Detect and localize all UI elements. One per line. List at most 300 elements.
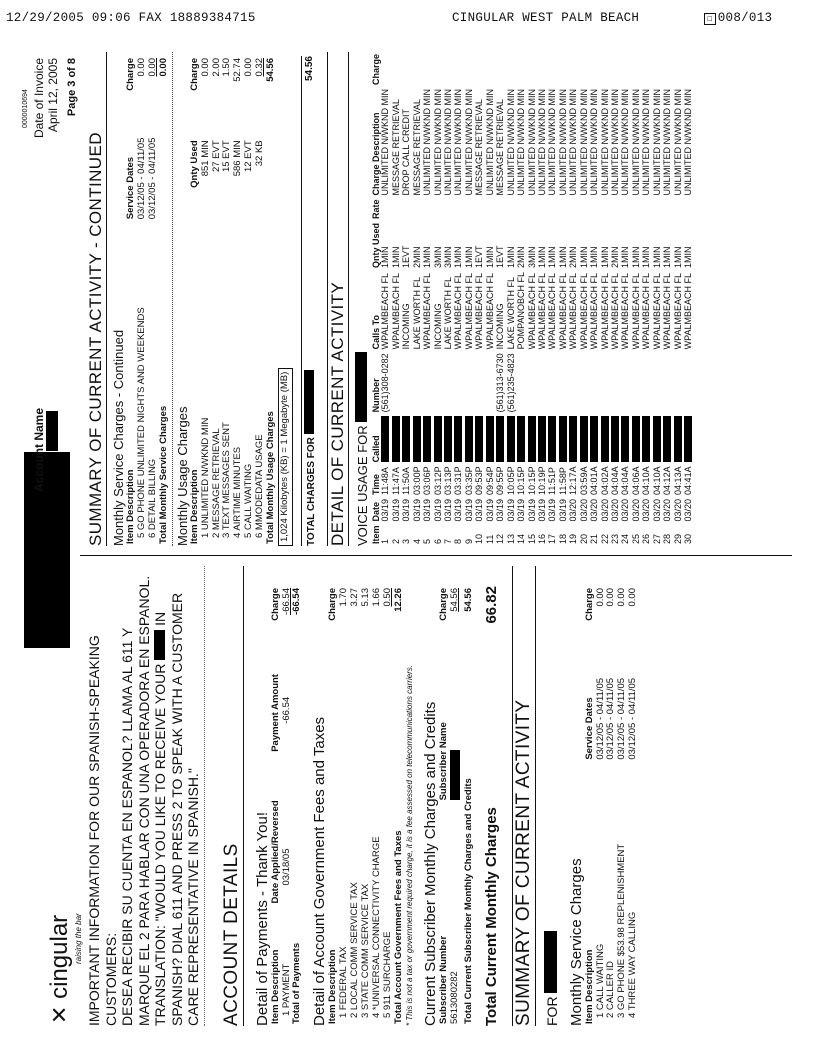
- table-row: 2 CALLER ID 03/12/05 - 04/11/05 0.00: [605, 588, 617, 1018]
- call-item: 18: [557, 533, 568, 544]
- call-charge: [674, 52, 684, 87]
- kb-note: 1,024 Kilobytes (KB) = 1 Megabyte (MB): [278, 52, 293, 546]
- call-number: [590, 351, 600, 414]
- call-time: 10:15P: [526, 466, 537, 495]
- call-to: WPALMBEACH FL: [651, 273, 662, 350]
- call-to: WPALMBEACH FL: [453, 273, 464, 350]
- redaction-block: [632, 414, 642, 464]
- redaction-block: [450, 750, 460, 800]
- call-date: 03/20: [578, 498, 589, 522]
- gov-fees-title: Detail of Account Government Fees and Taxes: [311, 716, 329, 1026]
- call-to: LAKE WORTH FL: [505, 277, 516, 350]
- fax-box-icon: ☐: [704, 13, 716, 25]
- redaction-block: [528, 416, 536, 462]
- call-number: [569, 351, 579, 414]
- call-time: 03:12P: [432, 466, 443, 495]
- call-item: 14: [516, 533, 527, 544]
- call-rate: [580, 198, 590, 222]
- call-item: 17: [547, 533, 558, 544]
- redaction-block: [569, 414, 579, 464]
- call-time: 11:58P: [557, 467, 568, 495]
- call-time: 11:51P: [547, 467, 558, 495]
- call-item: 11: [484, 534, 495, 544]
- call-item: 2: [390, 538, 401, 544]
- call-desc: UNLIMITED N/WKND MIN: [432, 89, 443, 196]
- call-to: WPALMBEACH FL: [390, 273, 401, 350]
- call-time: 11:47A: [390, 467, 401, 495]
- summary-left-service-title: Monthly Service Charges: [567, 858, 585, 1026]
- call-time: 04:41A: [683, 466, 694, 495]
- redaction-block: [475, 416, 483, 462]
- redaction-block: [548, 414, 558, 464]
- detail-heading: DETAIL OF CURRENT ACTIVITY: [327, 52, 349, 546]
- redaction-block: [653, 414, 663, 464]
- call-item: 19: [568, 533, 579, 544]
- redaction-block: [496, 414, 506, 464]
- redaction-block: [304, 370, 314, 434]
- call-charge: [611, 52, 621, 87]
- call-qty: 1MIN: [641, 246, 652, 269]
- call-number: [611, 351, 621, 414]
- call-to: WPALMBEACH FL: [463, 273, 474, 350]
- call-item: 25: [630, 533, 641, 544]
- call-time: 03:00P: [411, 466, 422, 495]
- call-qty: 1MIN: [589, 246, 600, 269]
- redaction-block: [496, 416, 504, 462]
- call-qty: 1MIN: [578, 246, 589, 269]
- call-qty: 1MIN: [557, 246, 568, 269]
- cingular-logo: ✕ cingular raising the bar: [46, 913, 83, 1024]
- call-qty: 3MIN: [432, 246, 443, 269]
- call-qty: 1MIN: [662, 246, 673, 269]
- call-number: [402, 351, 412, 414]
- call-qty: 1MIN: [484, 246, 495, 269]
- call-item: 10: [474, 533, 485, 544]
- call-charge: [653, 52, 663, 87]
- call-charge: [548, 52, 558, 87]
- table-row: 3 TEXT MESSAGES SENT 15 EVT 1.50: [221, 58, 233, 538]
- redaction-block: [507, 416, 515, 462]
- call-qty: 1MIN: [599, 246, 610, 269]
- account-name-block: Account Name: [32, 408, 61, 492]
- call-date: 03/19: [536, 498, 547, 522]
- call-charge: [621, 52, 631, 87]
- call-rate: [434, 198, 444, 222]
- call-date: 03/19: [453, 498, 464, 522]
- call-charge: [580, 52, 590, 87]
- redaction-block: [590, 416, 598, 462]
- call-to: WPALMBEACH FL: [683, 273, 694, 350]
- call-time: 12:17A: [568, 466, 579, 495]
- redaction-block: [548, 416, 556, 462]
- call-charge: [538, 52, 548, 87]
- call-desc: MESSAGE RETRIEVAL: [474, 99, 485, 196]
- redaction-block: [517, 414, 527, 464]
- call-time: 09:53P: [474, 466, 485, 495]
- redaction-block: [653, 416, 661, 462]
- call-item: 30: [683, 533, 694, 544]
- redaction-block: [621, 414, 631, 464]
- call-rate: [559, 198, 569, 222]
- fax-header-left: 12/29/2005 09:06 FAX 18889384715: [6, 11, 256, 25]
- call-rate: [611, 198, 621, 222]
- call-desc: UNLIMITED N/WKND MIN: [568, 89, 579, 196]
- call-date: 03/19: [526, 498, 537, 522]
- redaction-block: [486, 416, 494, 462]
- call-date: 03/20: [683, 498, 694, 522]
- call-time: 03:13P: [443, 466, 454, 495]
- call-date: 03/20: [630, 498, 641, 522]
- call-charge: [559, 52, 569, 87]
- table-row: 5 CALL WAITING 12 EVT 0.00: [243, 58, 255, 538]
- call-desc: UNLIMITED N/WKND MIN: [610, 89, 621, 196]
- call-number: [413, 351, 423, 414]
- call-time: 04:13A: [672, 466, 683, 495]
- call-time: 09:54P: [484, 466, 495, 495]
- call-desc: UNLIMITED N/WKND MIN: [380, 89, 391, 196]
- call-time: 04:04A: [620, 466, 631, 495]
- redaction-block: [621, 416, 629, 462]
- call-rate: [528, 198, 538, 222]
- call-date: 03/19: [390, 498, 401, 522]
- call-rate: [475, 198, 485, 222]
- call-date: 03/20: [610, 498, 621, 522]
- call-charge: [454, 52, 464, 87]
- call-row: [684, 52, 694, 546]
- call-item: 24: [620, 533, 631, 544]
- subscriber-table: Subscriber Number Subscriber Name Charge 5613080282 54.56 Total Current Subscriber Monthly Charges and Credits 54.56: [437, 588, 474, 1024]
- table-row: 3 STATE COMM SERVICE TAX 5.13: [360, 588, 372, 1018]
- call-qty: 1EVT: [474, 245, 485, 269]
- call-charge: [423, 52, 433, 87]
- redaction-block: [559, 414, 569, 464]
- call-rate: [663, 198, 673, 222]
- invoice-date-block: Date of Invoice April 12, 2005 Page 3 of 8: [32, 58, 78, 139]
- redaction-block: [674, 416, 682, 462]
- call-qty: 1MIN: [463, 246, 474, 269]
- redaction-block: [381, 414, 391, 464]
- call-charge: [642, 52, 652, 87]
- barcode-text: 0000010694: [22, 89, 29, 128]
- call-number: [559, 351, 569, 414]
- call-number: [580, 351, 590, 414]
- call-to: LAKE WORTH FL: [411, 277, 422, 350]
- important-notice: IMPORTANT INFORMATION FOR OUR SPANISH-SPEAKING CUSTOMERS: DESEA RECIBIR SU CUENTA EN ESPANOL? LLAMA AL 611 Y MARQUE EL 2 PARA HABLAR CON UNA OPERADORA EN ESPANOL. TRANSLATION: "WOULD YOU LIKE TO RECEIVE YOUR IN SPANISH? DIAL 611 AND PRESS 2 TO SPEAK WITH A CUSTOMER CARE REPRESENTATIVE IN SPANISH.": [86, 566, 205, 1026]
- call-number: (561)235-4823: [505, 353, 516, 413]
- call-time: 10:05P: [505, 466, 516, 495]
- call-time: 10:19P: [536, 466, 547, 495]
- call-rate: [621, 198, 631, 222]
- call-time: 04:04A: [610, 466, 621, 495]
- call-date: 03/19: [401, 498, 412, 522]
- call-item: 15: [526, 533, 537, 544]
- call-number: [454, 351, 464, 414]
- call-number: [444, 351, 454, 414]
- call-qty: 3MIN: [526, 246, 537, 269]
- call-to: LAKE WORTH FL: [443, 277, 454, 350]
- call-item: 21: [589, 533, 600, 544]
- table-row: 2 MESSAGE RETRIEVAL 27 EVT 2.00: [210, 58, 222, 538]
- call-charge: [684, 52, 694, 87]
- call-time: 04:06A: [630, 466, 641, 495]
- call-time: 09:55P: [495, 466, 506, 495]
- table-row: 5 911 SURCHARGE 0.50: [381, 588, 393, 1018]
- call-desc: MESSAGE RETRIEVAL: [390, 99, 401, 196]
- subscriber-title: Current Subscriber Monthly Charges and Credits: [421, 701, 439, 1026]
- call-rate: [548, 198, 558, 222]
- redaction-block: [465, 414, 475, 464]
- call-qty: 1MIN: [651, 246, 662, 269]
- call-rate: [632, 198, 642, 222]
- call-rate: [402, 198, 412, 222]
- redaction-block: [392, 414, 402, 464]
- call-desc: UNLIMITED N/WKND MIN: [641, 89, 652, 196]
- call-rate: [653, 198, 663, 222]
- call-desc: UNLIMITED N/WKND MIN: [536, 89, 547, 196]
- call-rate: [674, 198, 684, 222]
- call-item: 4: [411, 538, 422, 544]
- redaction-block: [601, 416, 609, 462]
- call-desc: MESSAGE RETRIEVAL: [495, 99, 506, 196]
- call-qty: 1MIN: [536, 246, 547, 269]
- call-qty: 1MIN: [630, 246, 641, 269]
- call-to: WPALMBEACH FL: [557, 273, 568, 350]
- table-row: 1 PAYMENT 03/18/05 -66.54 -66.54: [280, 588, 292, 1016]
- call-desc: UNLIMITED N/WKND MIN: [672, 89, 683, 196]
- call-qty: 1MIN: [453, 246, 464, 269]
- call-detail-table: Item Date Time Called Number Calls To Qnty Used Rate Charge Description Charge 1 03/19 11:48A (561)308-0282 WPALMBEACH FL 1MIN UNLIMITED N/WKND MIN 2 03/19 11:47A WPALMBEACH FL 1MIN MESSAGE RETRIEVAL 3 03/19 11:50A INCOMING 1EVT DROP CALL CREDIT 4 03/19 03:00P LAKE WORTH FL 2MIN MESSAGE RETRIEVAL 5 03/19 03:06P WPALMBEACH FL 1MIN UNLIMITED N/WKND MIN 6 03/19 03:12P INCOMING 3MIN UNLIMITED N/WKND MIN 7 03/19 03:13P LAKE WORTH FL 3MIN UNLIMITED N/WKND MIN 8 03/19 03:31P WPALMBEACH FL 1MIN UNLIMITED N/WKND MIN 9 03/19 03:35P WPALMBEACH FL 1MIN UNLIMITED N/WKND MIN 10 03/19 09:53P WPALMBEACH FL 1EVT MESSAGE RETRIEVAL 11 03/19 09:54P WPALMBEACH FL 1MIN UNLIMITED N/WKND MIN 12 03/19 09:55P (561)313-6730 INCOMING 1EVT MESSAGE RETRIEVAL 13 03/19 10:05P (561)235-4823 LAKE WORTH FL 1MIN UNLIMITED N/WKND MIN 14 03/19 10:15P POMPANOBCH FL 2MIN UNLIMITED N/WKND MIN 15 03/19 10:15P WPALMBEACH FL 3MIN UNLIMITED N/WKND MIN 16 03/19 10:19P WPALMBEACH FL 1MIN UNLIMITED N/WKND MIN 17 03/19 11:51P WPALMBEACH FL 1MIN UNLIMITED N/WKND MIN 18 03/19 11:58P WPALMBEACH FL 1MIN UNLIMITED N/WKND MIN 19 03/20 12:17A WPALMBEACH FL 2MIN UNLIMITED N/WKND MIN 20 03/20 03:59A WPALMBEACH FL 1MIN UNLIMITED N/WKND MIN 21 03/20 04:01A WPALMBEACH FL 1MIN UNLIMITED N/WKND MIN 22 03/20 04:02A WPALMBEACH FL 1MIN UNLIMITED N/WKND MIN 23 03/20 04:04A WPALMBEACH FL 2MIN UNLIMITED N/WKND MIN 24 03/20 04:04A WPALMBEACH FL 1MIN UNLIMITED N/WKND MIN 25 03/20 04:06A WPALMBEACH FL 1MIN UNLIMITED N/WKND MIN 26 03/20 04:10A WPALMBEACH FL 1MIN UNLIMITED N/WKND MIN 27 03/20 04:10A WPALMBEACH FL 1MIN UNLIMITED N/WKND MIN 28 03/20 04:12A WPALMBEACH FL 1MIN UNLIMITED N/WKND MIN 29 03/20 04:13A WPALMBEACH FL 1MIN UNLIMITED N/WKND MIN 30 03/20 04:41A WPALMBEACH FL 1MIN UNLIMITED N/WKND MIN: [370, 53, 694, 544]
- call-to: INCOMING: [432, 303, 443, 350]
- call-date: 03/20: [568, 498, 579, 522]
- redaction-block: [402, 416, 410, 462]
- call-desc: UNLIMITED N/WKND MIN: [620, 89, 631, 196]
- call-rate: [507, 198, 517, 222]
- call-item: 7: [443, 538, 454, 544]
- call-charge: [381, 52, 391, 87]
- call-to: WPALMBEACH FL: [599, 273, 610, 350]
- call-desc: UNLIMITED N/WKND MIN: [443, 89, 454, 196]
- payments-title: Detail of Payments - Thank You!: [253, 811, 271, 1026]
- call-to: WPALMBEACH FL: [484, 273, 495, 350]
- call-rate: [601, 198, 611, 222]
- call-number: [663, 351, 673, 414]
- call-item: 22: [599, 533, 610, 544]
- call-desc: UNLIMITED N/WKND MIN: [484, 89, 495, 196]
- call-qty: 1MIN: [683, 246, 694, 269]
- redaction-block: [559, 416, 567, 462]
- column-divider: [80, 555, 792, 556]
- call-qty: 1MIN: [505, 246, 516, 269]
- left-column: [86, 566, 786, 1026]
- call-rate: [684, 198, 694, 222]
- redaction-block: [475, 414, 485, 464]
- total-charges-row: TOTAL CHARGES FOR 54.56: [301, 56, 317, 546]
- call-number: [465, 351, 475, 414]
- redaction-block: [674, 414, 684, 464]
- voice-usage-label: VOICE USAGE FOR: [355, 52, 370, 546]
- call-desc: UNLIMITED N/WKND MIN: [599, 89, 610, 196]
- call-rate: [454, 198, 464, 222]
- call-item: 16: [536, 533, 547, 544]
- call-rate: [423, 198, 433, 222]
- call-row: [517, 52, 527, 546]
- table-row: 6 DETAIL BILLING 03/12/05 - 04/11/05 0.00: [146, 58, 158, 538]
- redaction-block: [423, 416, 431, 462]
- call-desc: UNLIMITED N/WKND MIN: [662, 89, 673, 196]
- call-number: [517, 351, 527, 414]
- redaction-block: [454, 414, 464, 464]
- call-charge: [601, 52, 611, 87]
- table-row: 3 GO PHONE $53.98 REPLENISHMENT 03/12/05 - 04/11/05 0.00: [616, 588, 628, 1018]
- call-number: [392, 351, 402, 414]
- call-qty: 1MIN: [422, 246, 433, 269]
- usage-title: Monthly Usage Charges: [174, 406, 190, 546]
- call-to: WPALMBEACH FL: [641, 273, 652, 350]
- table-row: 5 GO PHONE UNLIMITED NIGHTS AND WEEKENDS 03/12/05 - 04/11/05 0.00: [135, 58, 147, 538]
- redaction-block: [486, 414, 496, 464]
- call-to: INCOMING: [401, 303, 412, 350]
- summary-right-service-table: Item Description Service Dates Charge 5 GO PHONE UNLIMITED NIGHTS AND WEEKENDS 03/12/05 - 04/11/05 0.00 6 DETAIL BILLING 03/12/05 - 04/11/05 0.00 Total Monthly Service Charges 0.00: [125, 58, 169, 544]
- summary-left-heading: SUMMARY OF CURRENT ACTIVITY: [512, 566, 536, 1026]
- summary-right-service-title: Monthly Service Charges - Continued: [111, 329, 126, 546]
- call-rate: [392, 198, 402, 222]
- call-number: (561)313-6730: [495, 353, 506, 413]
- redaction-block: [507, 414, 517, 464]
- call-date: 03/19: [474, 498, 485, 522]
- call-date: 03/20: [589, 498, 600, 522]
- call-date: 03/19: [411, 498, 422, 522]
- redaction-block: [538, 414, 548, 464]
- call-rate: [538, 198, 548, 222]
- call-charge: [434, 52, 444, 87]
- total-monthly-row: Total Current Monthly Charges 66.82: [482, 586, 500, 1026]
- call-to: INCOMING: [495, 303, 506, 350]
- redaction-block: [663, 416, 671, 462]
- redaction-block: [580, 414, 590, 464]
- call-to: WPALMBEACH FL: [610, 273, 621, 350]
- call-desc: DROP CALL CREDIT: [401, 108, 412, 196]
- invoice-page: [24, 40, 794, 1040]
- redaction-block: [611, 414, 621, 464]
- call-number: [674, 351, 684, 414]
- call-charge: [496, 52, 506, 87]
- call-number: [632, 351, 642, 414]
- call-to: POMPANOBCH FL: [516, 272, 527, 350]
- call-to: WPALMBEACH FL: [474, 273, 485, 350]
- call-rate: [517, 198, 527, 222]
- call-item: 1: [380, 538, 391, 544]
- call-to: WPALMBEACH FL: [620, 273, 631, 350]
- call-date: 03/19: [495, 498, 506, 522]
- redaction-block: [46, 411, 58, 451]
- call-rate: [465, 198, 475, 222]
- redaction-block: [402, 414, 412, 464]
- redaction-block: [632, 416, 640, 462]
- call-desc: UNLIMITED N/WKND MIN: [557, 89, 568, 196]
- call-number: [548, 351, 558, 414]
- account-details-heading: ACCOUNT DETAILS: [221, 566, 244, 1026]
- call-charge: [475, 52, 485, 87]
- call-number: [653, 351, 663, 414]
- call-date: 03/20: [620, 498, 631, 522]
- redaction-block: [517, 416, 525, 462]
- call-time: 04:10A: [651, 466, 662, 495]
- call-time: 03:59A: [578, 466, 589, 495]
- table-row: 4 *UNIVERSAL CONNECTIVITY CHARGE 1.66: [371, 588, 383, 1018]
- call-item: 28: [662, 533, 673, 544]
- call-to: WPALMBEACH FL: [672, 273, 683, 350]
- call-number: [475, 351, 485, 414]
- call-item: 20: [578, 533, 589, 544]
- call-qty: 1EVT: [495, 245, 506, 269]
- call-to: WPALMBEACH FL: [526, 273, 537, 350]
- call-item: 9: [463, 538, 474, 544]
- call-desc: UNLIMITED N/WKND MIN: [526, 89, 537, 196]
- call-qty: 2MIN: [411, 246, 422, 269]
- right-column: [86, 52, 786, 546]
- call-charge: [486, 52, 496, 87]
- call-desc: UNLIMITED N/WKND MIN: [453, 89, 464, 196]
- call-rate: [590, 198, 600, 222]
- call-number: [684, 351, 694, 414]
- call-to: WPALMBEACH FL: [422, 273, 433, 350]
- call-qty: 1MIN: [390, 246, 401, 269]
- call-item: 3: [401, 538, 412, 544]
- call-time: 03:35P: [463, 466, 474, 495]
- table-row: 4 THREE WAY CALLING 03/12/05 - 04/11/05 0.00: [627, 588, 639, 1018]
- call-number: [423, 351, 433, 414]
- call-time: 04:12A: [662, 466, 673, 495]
- redaction-block: [590, 414, 600, 464]
- call-to: WPALMBEACH FL: [589, 273, 600, 350]
- redaction-block: [413, 414, 423, 464]
- cingular-jack-icon: ✕: [47, 1005, 72, 1024]
- call-charge: [569, 52, 579, 87]
- gov-fees-table: Item Description Charge 1 FEDERAL TAX 1.70 2 LOCAL COMM SERVICE TAX 3.27 3 STATE COMM SERVICE TAX 5.13 4 *UNIVERSAL CONNECTIVITY CHARGE 1.66 5 911 SURCHARGE 0.50 Total Account Government Fees and Taxes 12.26: [327, 588, 404, 1024]
- call-to: WPALMBEACH FL: [662, 273, 673, 350]
- summary-left-for: FOR: [544, 566, 560, 1026]
- call-to: WPALMBEACH FL: [380, 273, 391, 350]
- call-number: [601, 351, 611, 414]
- redaction-block: [413, 416, 421, 462]
- call-date: 03/19: [547, 498, 558, 522]
- call-desc: UNLIMITED N/WKND MIN: [589, 89, 600, 196]
- call-charge: [507, 52, 517, 87]
- call-to: WPALMBEACH FL: [536, 273, 547, 350]
- call-number: [528, 351, 538, 414]
- call-rate: [413, 198, 423, 222]
- fax-header-right: ☐ 008/013: [704, 11, 772, 25]
- call-date: 03/19: [484, 498, 495, 522]
- call-desc: UNLIMITED N/WKND MIN: [630, 89, 641, 196]
- call-item: 13: [505, 533, 516, 544]
- call-desc: UNLIMITED N/WKND MIN: [463, 89, 474, 196]
- redaction-block: [154, 630, 165, 660]
- call-time: 11:48A: [380, 467, 391, 495]
- redaction-block: [434, 414, 444, 464]
- redaction-block: [528, 414, 538, 464]
- call-qty: 1MIN: [672, 246, 683, 269]
- payments-table: Item Description Date Applied/Reversed Payment Amount Charge 1 PAYMENT 03/18/05 -66.54 -66.54 Total of Payments -66.54: [269, 588, 303, 1024]
- call-desc: UNLIMITED N/WKND MIN: [422, 89, 433, 196]
- call-number: [621, 351, 631, 414]
- call-date: 03/19: [443, 498, 454, 522]
- usage-table: Item Description Qnty Used Charge 1 UNLIMITED N/WKND MIN 851 MIN 0.00 2 MESSAGE RETRIEVAL 27 EVT 2.00 3 TEXT MESSAGES SENT 15 EVT 1.50 4 AIRTIME MINUTES 586 MIN 52.74 5 CALL WAITING 12 EVT 0.00 6 MMODEDATA USAGE 32 KB 0.32 Total Monthly Usage Charges 54.56: [188, 58, 277, 544]
- redaction-block: [434, 416, 442, 462]
- table-row: 2 LOCAL COMM SERVICE TAX 3.27: [349, 588, 361, 1018]
- summary-right-heading: SUMMARY OF CURRENT ACTIVITY - CONTINUED: [86, 52, 107, 546]
- call-charge: [402, 52, 412, 87]
